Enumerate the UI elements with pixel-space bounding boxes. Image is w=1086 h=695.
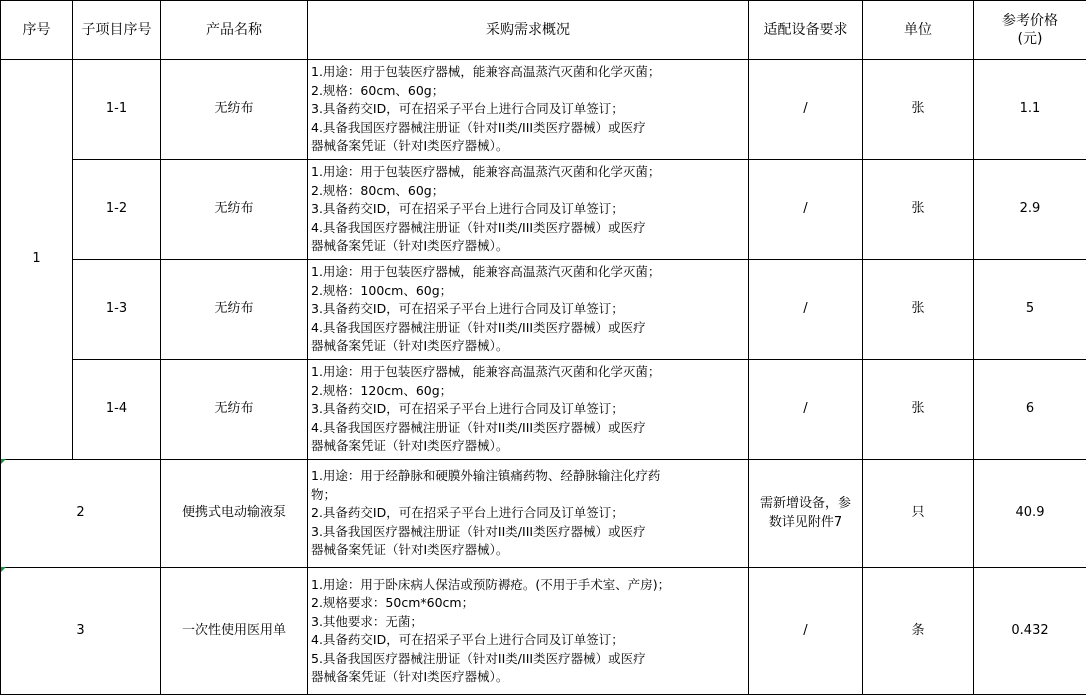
price-cell: 40.9 [974, 460, 1086, 568]
device-requirement-cell: / [749, 260, 863, 360]
description-line: 器械备案凭证（针对I类医疗器械）。 [311, 668, 745, 687]
header-row [1, 1, 1086, 60]
sub-seq-cell: 1-2 [73, 160, 161, 260]
group-seq-cell: 3 [1, 568, 161, 695]
description-line: 3.具备药交ID，可在招采子平台上进行合同及订单签订； [311, 400, 745, 419]
price-cell: 1.1 [974, 60, 1086, 160]
header-product-name: 产品名称 [161, 1, 308, 60]
price-cell: 5 [974, 260, 1086, 360]
table-row [1, 460, 1086, 568]
description-line: 1.用途：用于卧床病人保洁或预防褥疮。(不用于手术室、产房)； [311, 576, 745, 595]
header-reference-price [974, 1, 1086, 60]
header-seq: 序号 [1, 1, 73, 60]
description-line: 1.用途：用于包装医疗器械，能兼容高温蒸汽灭菌和化学灭菌； [311, 163, 745, 182]
header-device-requirement: 适配设备要求 [749, 1, 863, 60]
unit-cell: 只 [863, 460, 974, 568]
table-row [1, 260, 1086, 360]
description-line: 3.具备药交ID，可在招采子平台上进行合同及订单签订； [311, 300, 745, 319]
cell-indicator-marker [1, 459, 6, 464]
description-line: 4.具备药交ID，可在招采子平台上进行合同及订单签订； [311, 631, 745, 650]
description-line: 4.具备我国医疗器械注册证（针对II类/III类医疗器械）或医疗 [311, 119, 745, 138]
description-line: 4.具备我国医疗器械注册证（针对II类/III类医疗器械）或医疗 [311, 319, 745, 338]
price-cell: 6 [974, 360, 1086, 460]
table-row [1, 568, 1086, 695]
unit-cell: 张 [863, 260, 974, 360]
description-cell [308, 60, 749, 160]
device-requirement-cell: / [749, 60, 863, 160]
description-line: 器械备案凭证（针对I类医疗器械）。 [311, 337, 745, 356]
description-line: 2.规格：100cm、60g； [311, 282, 745, 301]
description-line: 器械备案凭证（针对I类医疗器械）。 [311, 137, 745, 156]
device-requirement-cell [749, 460, 863, 568]
product-name-cell: 一次性使用医用单 [161, 568, 308, 695]
price-cell: 2.9 [974, 160, 1086, 260]
description-line: 2.规格：80cm、60g； [311, 182, 745, 201]
description-cell [308, 360, 749, 460]
device-requirement-cell: / [749, 360, 863, 460]
device-requirement-cell: / [749, 568, 863, 695]
header-procurement-overview: 采购需求概况 [308, 1, 749, 60]
product-name-cell: 无纺布 [161, 60, 308, 160]
description-line: 2.规格：120cm、60g； [311, 382, 745, 401]
description-cell [308, 568, 749, 695]
description-line: 3.具备我国医疗器械注册证（针对II类/III类医疗器械）或医疗 [311, 523, 745, 542]
description-line: 4.具备我国医疗器械注册证（针对II类/III类医疗器械）或医疗 [311, 219, 745, 238]
description-line: 3.具备药交ID，可在招采子平台上进行合同及订单签订； [311, 100, 745, 119]
unit-cell: 条 [863, 568, 974, 695]
device-requirement-line: 数详见附件7 [752, 514, 859, 533]
product-name-cell: 无纺布 [161, 360, 308, 460]
unit-cell: 张 [863, 360, 974, 460]
sub-seq-cell: 1-4 [73, 360, 161, 460]
price-cell: 0.432 [974, 568, 1086, 695]
description-line: 器械备案凭证（针对I类医疗器械）。 [311, 437, 745, 456]
product-name-cell: 便携式电动输液泵 [161, 460, 308, 568]
description-line: 1.用途：用于包装医疗器械，能兼容高温蒸汽灭菌和化学灭菌； [311, 63, 745, 82]
table-row [1, 160, 1086, 260]
header-sub-seq: 子项目序号 [73, 1, 161, 60]
unit-cell: 张 [863, 60, 974, 160]
cell-indicator-marker [1, 567, 6, 572]
header-unit: 单位 [863, 1, 974, 60]
description-line: 1.用途：用于包装医疗器械，能兼容高温蒸汽灭菌和化学灭菌； [311, 263, 745, 282]
description-line: 器械备案凭证（针对I类医疗器械）。 [311, 541, 745, 560]
group-seq-cell: 1 [1, 60, 73, 460]
description-line: 2.规格：60cm、60g； [311, 82, 745, 101]
product-name-cell: 无纺布 [161, 160, 308, 260]
table-row [1, 360, 1086, 460]
unit-cell: 张 [863, 160, 974, 260]
description-line: 2.具备药交ID，可在招采子平台上进行合同及订单签订； [311, 504, 745, 523]
description-cell [308, 460, 749, 568]
device-requirement-line: 需新增设备，参 [752, 495, 859, 514]
description-cell [308, 160, 749, 260]
table-row [1, 60, 1086, 160]
header-price-line-1: 参考价格 [977, 12, 1083, 31]
description-line: 4.具备我国医疗器械注册证（针对II类/III类医疗器械）或医疗 [311, 419, 745, 438]
description-line: 1.用途：用于包装医疗器械，能兼容高温蒸汽灭菌和化学灭菌； [311, 363, 745, 382]
description-line: 器械备案凭证（针对I类医疗器械）。 [311, 237, 745, 256]
header-price-line-2: (元) [977, 30, 1083, 49]
product-name-cell: 无纺布 [161, 260, 308, 360]
description-line: 5.具备我国医疗器械注册证（针对II类/III类医疗器械）或医疗 [311, 650, 745, 669]
description-cell [308, 260, 749, 360]
sub-seq-cell: 1-1 [73, 60, 161, 160]
sub-seq-cell: 1-3 [73, 260, 161, 360]
description-line: 2.规格要求：50cm*60cm； [311, 594, 745, 613]
group-seq-cell: 2 [1, 460, 161, 568]
description-line: 物； [311, 486, 745, 505]
description-line: 3.具备药交ID，可在招采子平台上进行合同及订单签订； [311, 200, 745, 219]
device-requirement-cell: / [749, 160, 863, 260]
description-line: 3.其他要求：无菌； [311, 613, 745, 632]
description-line: 1.用途：用于经静脉和硬膜外输注镇痛药物、经静脉输注化疗药 [311, 467, 745, 486]
